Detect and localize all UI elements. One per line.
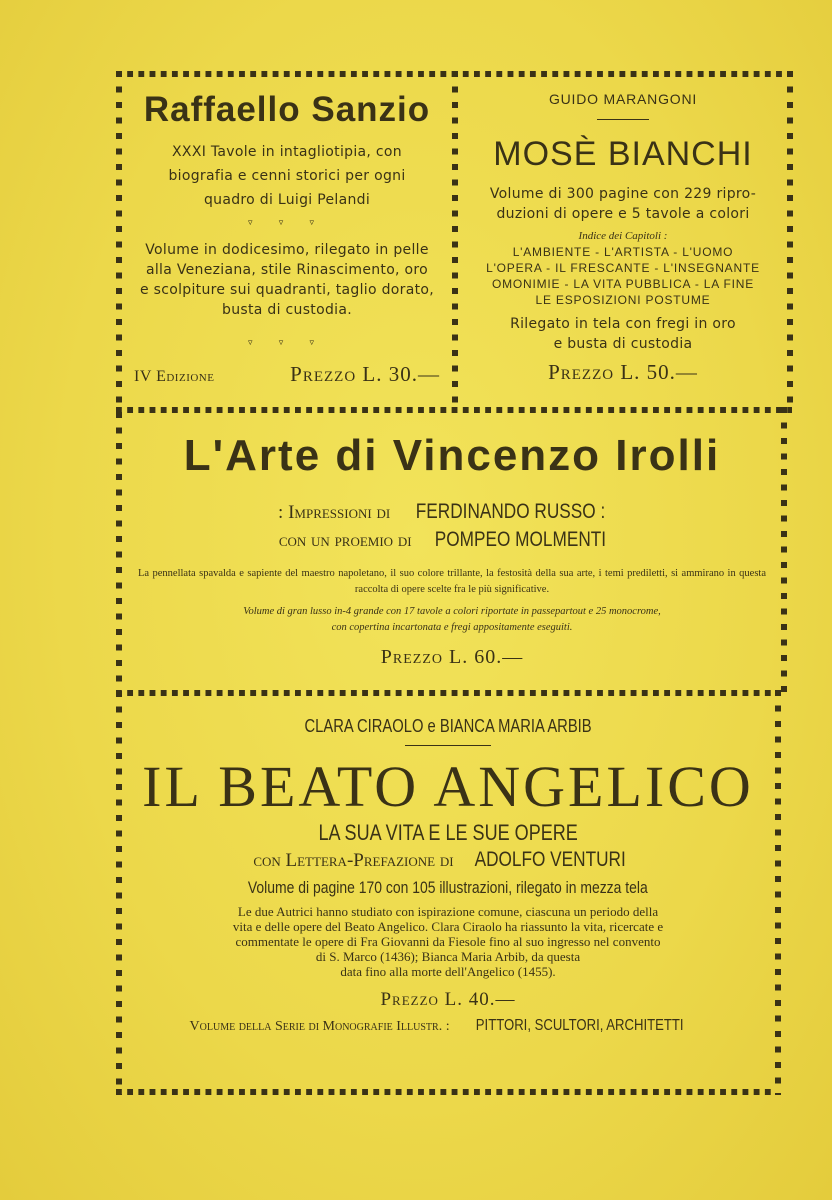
divider-rule — [597, 119, 649, 120]
ad-binding: Volume in dodicesimo, rilegato in pelle alla Veneziana, stile Rinascimento, oro e scolpiture sui quadranti, taglio dorato, busta di custodia. — [139, 242, 435, 318]
ad-description: Le due Autrici hanno studiato con ispirazione comune, ciascuna un periodo della vita e delle opere del Beato Angelico. Clara Ciraolo ha riassunto la vita, ricercate e commentate le opere di Fra Giovanni da Fiesole fino al suo ingresso nel convento di S. Marco (1436); Bianca Maria Arbib, da questa data fino alla morte dell'Angelico (1455). — [232, 904, 664, 979]
price-label: Prezzo L. 30.— — [290, 362, 440, 386]
border-divider-2 — [116, 690, 776, 696]
ad-subtitle-proem: con un proemio di POMPEO MOLMENTI — [278, 528, 607, 551]
border-right-mid — [781, 407, 787, 697]
ad-author: GUIDO MARANGONI — [548, 91, 698, 107]
border-middle — [452, 71, 458, 411]
ad-subtitle-author: : Impressioni di FERDINANDO RUSSO : — [278, 500, 606, 523]
ad-volume-info: Volume di pagine 170 con 105 illustrazioni, rilegato in mezza tela — [248, 878, 648, 897]
chapter-line: LE ESPOSIZIONI POSTUME — [535, 293, 711, 307]
border-bottom — [116, 1089, 776, 1095]
ad-beato-angelico — [128, 716, 768, 1035]
ad-title: IL BEATO ANGELICO — [142, 754, 754, 819]
chapter-line: L'OPERA - IL FRESCANTE - L'INSEGNANTE — [486, 261, 760, 275]
chapter-line: L'AMBIENTE - L'ARTISTA - L'UOMO — [512, 245, 734, 259]
ad-description: Volume di 300 pagine con 229 ripro- duzioni di opere e 5 tavole a colori — [489, 186, 757, 222]
price-label: Prezzo L. 40.— — [380, 989, 516, 1010]
ornament-triangles-icon: ▿ ▿ ▿ — [247, 337, 327, 347]
ad-title: L'Arte di Vincenzo Irolli — [183, 431, 721, 480]
index-label: Indice dei Capitoli : — [578, 230, 668, 242]
ad-title: MOSÈ BIANCHI — [493, 135, 753, 173]
ad-title: Raffaello Sanzio — [143, 90, 431, 129]
ad-authors: CLARA CIRAOLO e BIANCA MARIA ARBIB — [304, 716, 592, 736]
ornament-triangles-icon: ▿ ▿ ▿ — [247, 217, 327, 227]
ad-preface: con Lettera-Prefazione di ADOLFO VENTURI — [253, 848, 627, 871]
ad-description: La pennellata spavalda e sapiente del maestro napoletano, il suo colore trillante, la festosità della sua arte, i temi prediletti, si ammirano in questa raccolta di opere scelte fra le più significative. — [138, 568, 766, 595]
ad-vincenzo-irolli — [128, 428, 776, 669]
ad-description: XXXI Tavole in intagliotipia, con biografia e cenni storici per ogni quadro di Luigi Pelandi — [168, 144, 406, 208]
ad-series-info: Volume della Serie di Monografie Illustr. : PITTORI, SCULTORI, ARCHITETTI — [189, 1017, 684, 1034]
chapter-line: OMONIMIE - LA VITA PUBBLICA - LA FINE — [491, 277, 755, 291]
border-right-top — [787, 71, 793, 411]
ad-subtitle: LA SUA VITA E LE SUE OPERE — [318, 820, 578, 845]
ad-raffaello-sanzio — [128, 88, 446, 387]
ad-volume-info: Volume di gran lusso in-4 grande con 17 tavole a colori riportate in passepartout e 25 monocrome, con copertina incartonata e fregi appositamente eseguiti. — [243, 606, 661, 633]
ad-mose-bianchi — [470, 90, 776, 385]
border-right-bottom — [775, 690, 781, 1095]
ad-binding: Rilegato in tela con fregi in oro e busta di custodia — [510, 316, 736, 352]
divider-rule — [405, 745, 491, 746]
price-label: Prezzo L. 50.— — [548, 360, 698, 384]
price-label: Prezzo L. 60.— — [380, 646, 524, 668]
border-left — [116, 71, 122, 1095]
chapter-list — [470, 244, 776, 308]
edition-label: IV Edizione — [134, 368, 215, 385]
